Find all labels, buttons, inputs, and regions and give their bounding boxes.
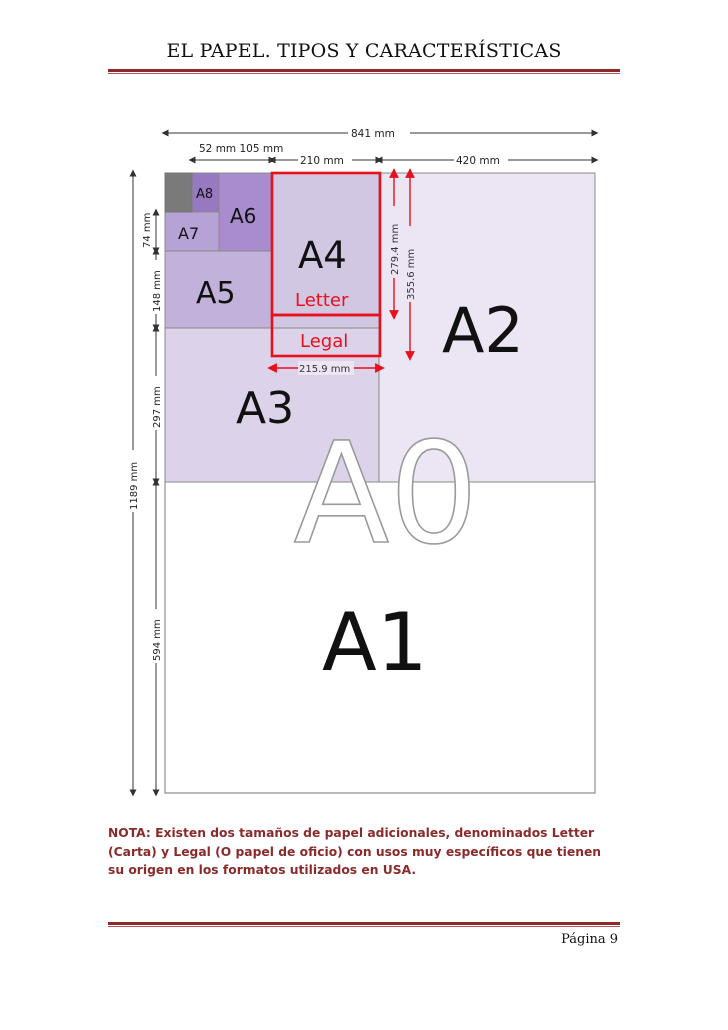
dim-148: 148 mm xyxy=(152,270,163,312)
label-a3: A3 xyxy=(236,383,295,434)
dim-297: 297 mm xyxy=(152,386,163,428)
dim-74: 74 mm xyxy=(142,212,153,248)
dim-420: 420 mm xyxy=(456,155,500,167)
dim-1189: 1189 mm xyxy=(129,461,140,510)
footer-rule-thin xyxy=(108,926,620,927)
dim-210: 210 mm xyxy=(300,155,344,167)
label-a6: A6 xyxy=(230,204,257,228)
label-legal: Legal xyxy=(300,331,349,352)
dim-279-4: 279.4 mm xyxy=(390,223,401,275)
dim-841: 841 mm xyxy=(351,128,395,140)
dim-52-105: 52 mm 105 mm xyxy=(199,143,284,155)
label-a7: A7 xyxy=(178,224,200,243)
sheet-a9-corner xyxy=(165,173,192,212)
dim-215-9: 215.9 mm xyxy=(299,364,351,375)
paper-sizes-figure xyxy=(108,110,620,810)
footer-rule xyxy=(108,922,620,925)
paper-sizes-diagram xyxy=(108,110,620,810)
header-rule xyxy=(108,69,620,72)
label-a1: A1 xyxy=(322,596,428,689)
label-a0: A0 xyxy=(293,413,479,576)
page-number: Página 9 xyxy=(561,932,618,947)
label-letter: Letter xyxy=(295,290,349,311)
label-a4: A4 xyxy=(298,234,347,277)
dim-594: 594 mm xyxy=(152,619,163,661)
label-a2: A2 xyxy=(442,294,524,367)
dim-355-6: 355.6 mm xyxy=(406,248,417,300)
header-title: EL PAPEL. TIPOS Y CARACTERÍSTICAS xyxy=(166,40,562,62)
note-paragraph: NOTA: Existen dos tamaños de papel adicionales, denominados Letter (Carta) y Legal (O papel de oficio) con usos muy específicos que tienen su origen en los formatos utilizados en USA. xyxy=(108,826,602,877)
label-a8: A8 xyxy=(196,187,214,202)
header-rule-thin xyxy=(108,73,620,74)
label-a5: A5 xyxy=(196,276,236,311)
